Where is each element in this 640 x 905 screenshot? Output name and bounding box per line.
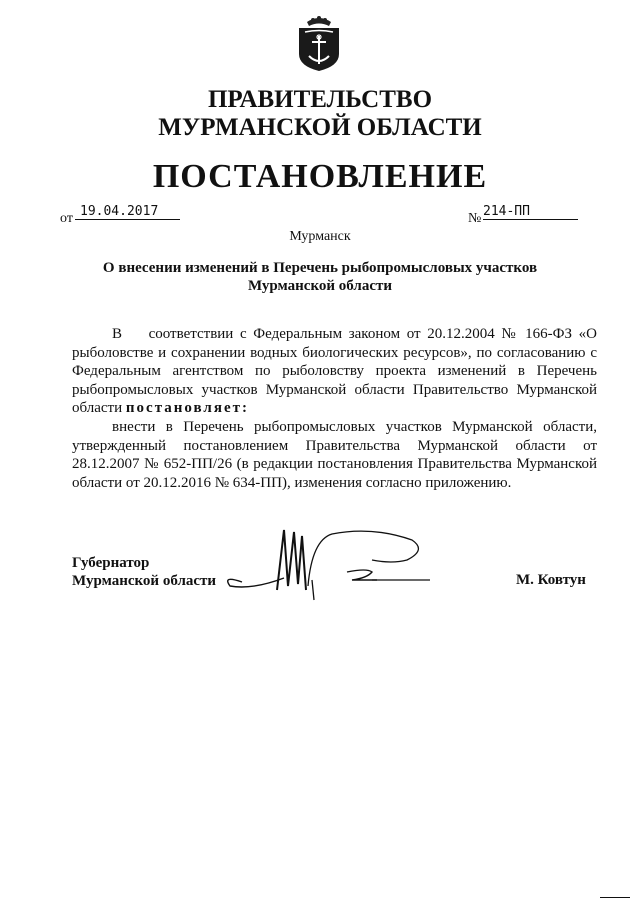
document-date: 19.04.2017 bbox=[75, 204, 180, 220]
paragraph-text: внести в Перечень рыбопромысловых участков Мурманской области, утвержденный постановлением Правительства Мурманской области от 28.12.2007 № 652-ПП/26 (в редакции постановления Правительства Мурманской области от 20.12.2016 № 634-ПП), изменения согласно приложению. bbox=[72, 419, 597, 491]
document-number: 214-ПП bbox=[483, 204, 578, 220]
city-name: Мурманск bbox=[289, 229, 351, 244]
org-name-line1: ПРАВИТЕЛЬСТВО bbox=[207, 86, 433, 113]
handwritten-signature bbox=[222, 520, 442, 620]
coat-of-arms-emblem bbox=[293, 12, 345, 72]
number-label: № bbox=[468, 211, 482, 226]
page-corner-mark bbox=[600, 897, 630, 898]
body-paragraph-1 bbox=[72, 325, 597, 418]
subject-line1: О внесении изменений в Перечень рыбопромысловых участков bbox=[102, 260, 538, 276]
subject-line2: Мурманской области bbox=[247, 278, 393, 294]
document-type-title: ПОСТАНОВЛЕНИЕ bbox=[152, 158, 488, 195]
signatory-name: М. Ковтун bbox=[516, 572, 586, 588]
paragraph-lead: В bbox=[112, 326, 123, 342]
org-name-line2: МУРМАНСКОЙ ОБЛАСТИ bbox=[158, 114, 482, 141]
signatory-title bbox=[72, 554, 216, 590]
decree-word: постановляет: bbox=[125, 400, 249, 417]
date-label: от bbox=[60, 211, 73, 226]
body-paragraph-2 bbox=[72, 418, 597, 492]
document-subject bbox=[100, 259, 540, 295]
signatory-title-line1: Губернатор bbox=[72, 555, 150, 571]
paragraph-text: соответствии с Федеральным законом от 20.12.2004 № 166-ФЗ «О рыболовстве и сохранении водных биологических ресурсов», по согласованию с Федеральным агентством по рыболовству проекта изменений в Перечень рыбопромысловых участков Мурманской области Правительство Мурманской области bbox=[72, 326, 598, 417]
signatory-title-line2: Мурманской области bbox=[72, 573, 217, 589]
